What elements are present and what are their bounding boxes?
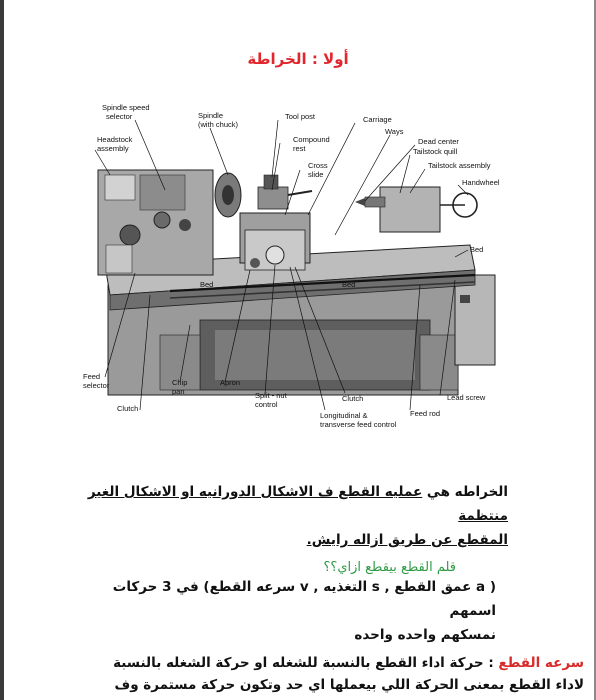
- label-clutch-center: Clutch: [342, 394, 364, 403]
- label-cross-slide: Cross: [308, 161, 328, 170]
- label-tailstock-quill: Tailstock quill: [413, 147, 458, 156]
- svg-text:selector: selector: [83, 381, 110, 390]
- label-carriage: Carriage: [363, 115, 392, 124]
- label-tool-post: Tool post: [285, 112, 316, 121]
- label-split-nut: Split - nut: [255, 391, 287, 400]
- page-border-left: [0, 0, 4, 700]
- label-feed-rod: Feed rod: [410, 409, 441, 418]
- svg-text:selector: selector: [106, 112, 133, 121]
- cutting-speed-paragraph: سرعه القطع : حركة اداء القطع بالنسبة للشغله او حركة الشغله بالنسبة لاداء القطع بمعنى الحركة اللي بيعملها اي حد وتكون حركة مستمرة وف: [113, 655, 584, 693]
- svg-text:pan: pan: [172, 387, 185, 396]
- svg-text:assembly: assembly: [97, 144, 129, 153]
- label-apron: Apron: [220, 378, 241, 387]
- label-headstock: Headstock: [97, 135, 133, 144]
- label-handwheel: Handwheel: [462, 178, 500, 187]
- cutting-motions-paragraph: ( a عمق القطع , s التغذيه , v سرعه القطع) في 3 حركات اسمهم نمسكهم واحده واحده: [112, 579, 496, 643]
- lathe-diagram: [80, 95, 510, 440]
- cutting-speed-term: سرعه القطع: [498, 655, 584, 671]
- label-tailstock-assembly: Tailstock assembly: [428, 161, 491, 170]
- label-spindle-speed-selector: Spindle speed: [102, 103, 150, 112]
- section-heading: قلم القطع بيقطع ازاي؟؟: [323, 560, 456, 575]
- label-chip-pan: Chip: [172, 378, 188, 387]
- label-clutch-left: Clutch: [117, 404, 139, 413]
- label-bed-center: Bed: [342, 280, 356, 289]
- definition-paragraph: [78, 480, 508, 552]
- label-ways: Ways: [385, 127, 404, 136]
- label-dead-center: Dead center: [418, 137, 459, 146]
- lathe-machine: [98, 170, 495, 395]
- svg-text:transverse feed control: transverse feed control: [320, 420, 397, 429]
- label-bed-left: Bed: [200, 280, 214, 289]
- svg-text:slide: slide: [308, 170, 324, 179]
- definition-line-1: الخراطه هي عمليه القطع ف الاشكال الدورانيه او الاشكال الغير منتظمة: [87, 484, 508, 524]
- svg-text:(with chuck): (with chuck): [198, 120, 239, 129]
- lathe-illustration: [80, 95, 510, 440]
- label-bed-right: Bed: [470, 245, 484, 254]
- svg-text:control: control: [255, 400, 278, 409]
- svg-text:rest: rest: [293, 144, 306, 153]
- label-spindle: Spindle: [198, 111, 224, 120]
- label-lead-screw: Lead screw: [447, 393, 486, 402]
- label-compound-rest: Compound: [293, 135, 330, 144]
- page-title: أولا : الخراطة: [247, 50, 349, 68]
- label-feed-selector: Feed: [83, 372, 101, 381]
- label-longitudinal-feed-control: Longitudinal &: [320, 411, 368, 420]
- definition-line-2: المقطع عن طريق ازاله رايش.: [306, 532, 508, 548]
